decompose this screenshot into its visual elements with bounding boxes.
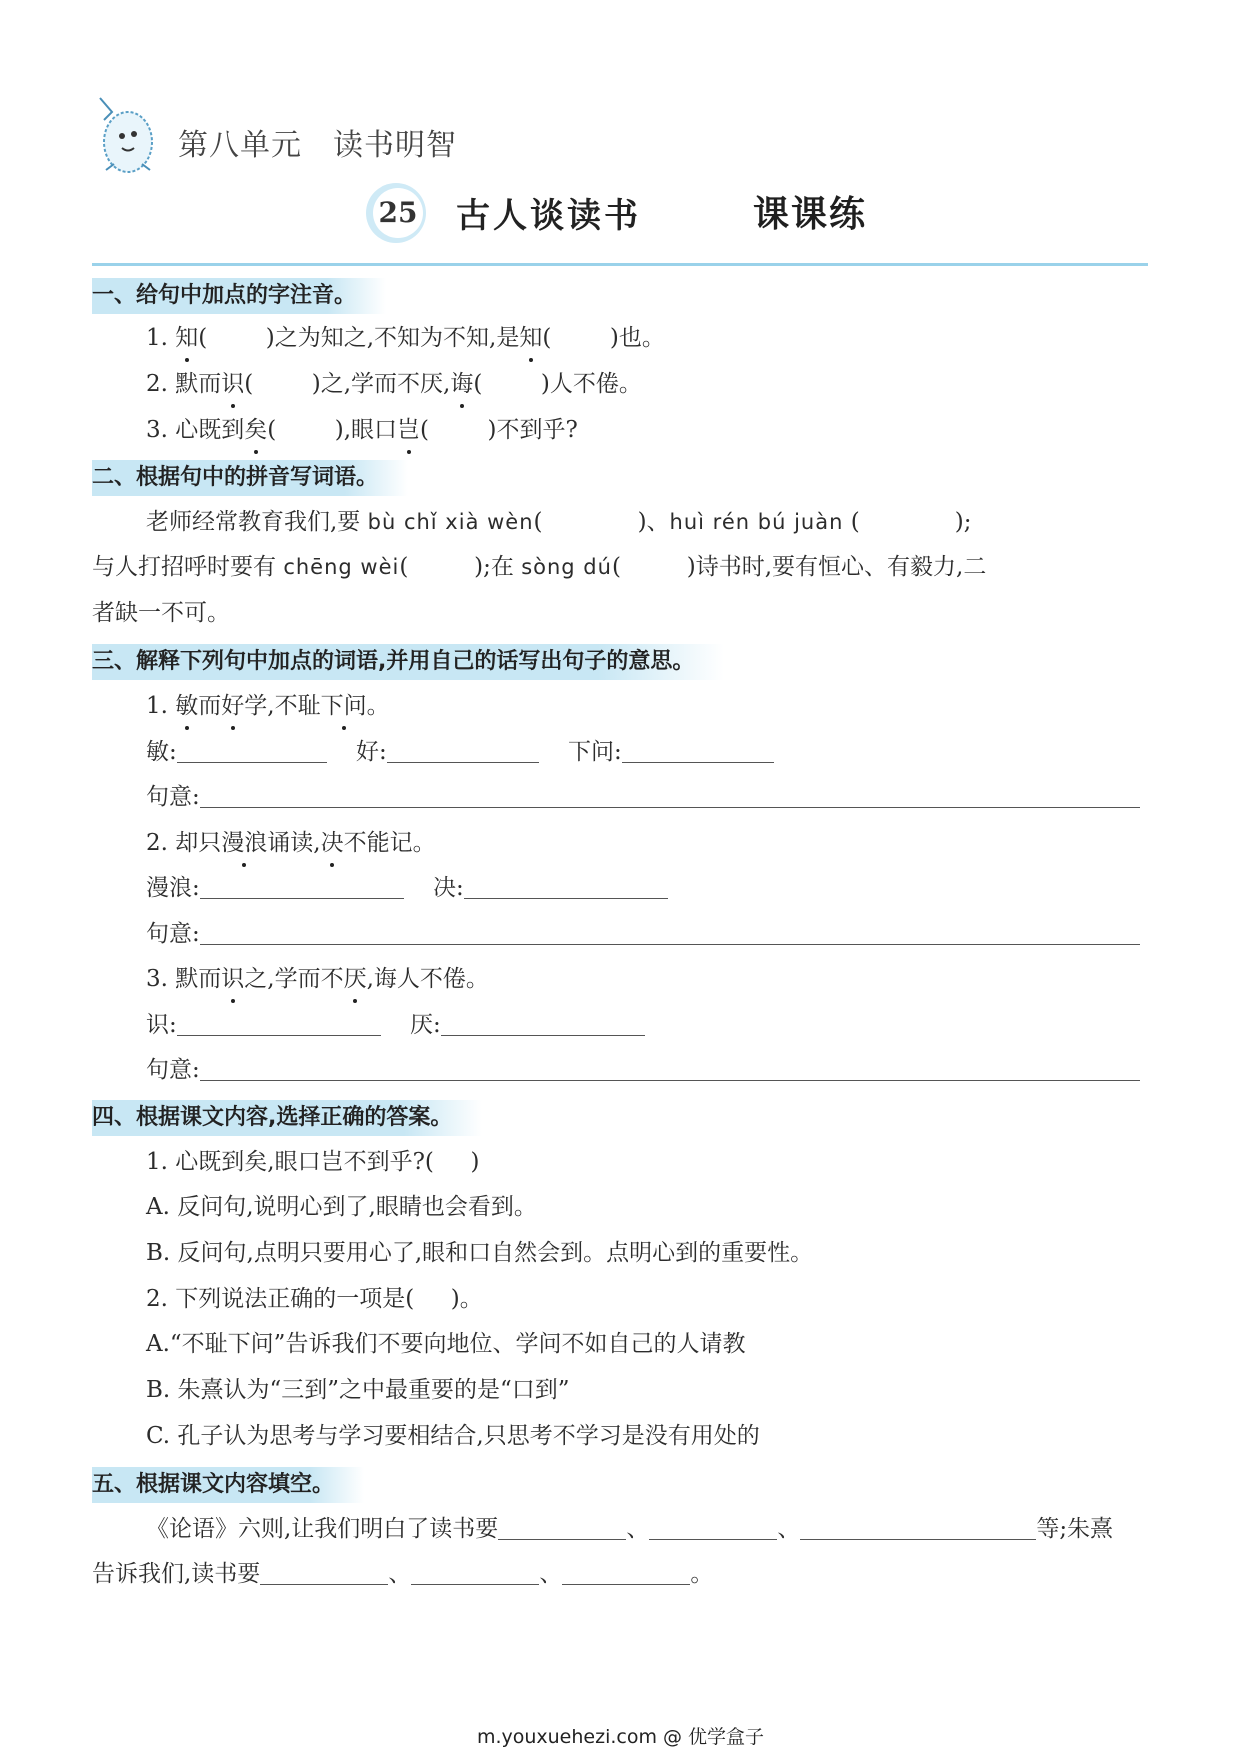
fill-blank[interactable] <box>800 1515 1036 1540</box>
answer-blank[interactable] <box>464 874 668 899</box>
s3-q3-meaning: 句意: <box>146 1054 1140 1086</box>
s2-line-1: 老师经常教育我们,要 bù chǐ xià wèn( )、huì rén bú juàn ( ); <box>146 509 972 535</box>
header-divider <box>92 263 1148 266</box>
fill-blank[interactable] <box>649 1515 777 1540</box>
practice-label: 课课练 <box>753 194 868 235</box>
answer-blank[interactable] <box>622 738 774 763</box>
fill-blank[interactable] <box>411 1560 539 1585</box>
s1-question-3: 3. 心既到矣( ),眼口岂( )不到乎? <box>146 414 578 446</box>
section-2-title: 二、根据句中的拼音写词语。 <box>92 460 408 496</box>
mascot-logo-icon <box>90 90 166 180</box>
s4-question-2: 2. 下列说法正确的一项是( )。 <box>146 1286 483 1312</box>
s3-q3-answers: 识: 厌: <box>146 1009 645 1041</box>
answer-blank[interactable] <box>200 874 404 899</box>
fill-blank[interactable] <box>260 1560 388 1585</box>
s2-line-3: 者缺一不可。 <box>92 600 230 626</box>
s4-q1-option-a: A. 反问句,说明心到了,眼睛也会看到。 <box>146 1194 537 1220</box>
answer-blank[interactable] <box>177 1011 381 1036</box>
answer-blank[interactable] <box>177 738 327 763</box>
section-1-title: 一、给句中加点的字注音。 <box>92 278 386 314</box>
fill-blank[interactable] <box>562 1560 690 1585</box>
s4-q1-option-b: B. 反问句,点明只要用心了,眼和口自然会到。点明心到的重要性。 <box>146 1240 814 1266</box>
s4-q2-option-b: B. 朱熹认为“三到”之中最重要的是“口到” <box>146 1377 570 1403</box>
meaning-blank[interactable] <box>200 920 1140 945</box>
fill-blank[interactable] <box>498 1515 626 1540</box>
s2-line-2: 与人打招呼时要有 chēng wèi( );在 sòng dú( )诗书时,要有恒心、有毅力,二 <box>92 554 987 580</box>
s4-q2-option-a: A.“不耻下问”告诉我们不要向地位、学问不如自己的人请教 <box>146 1331 746 1357</box>
lesson-number: 25 <box>373 188 423 238</box>
s3-question-2: 2. 却只漫浪诵读,决不能记。 <box>146 827 436 859</box>
section-5-title: 五、根据课文内容填空。 <box>92 1467 364 1503</box>
s3-question-1: 1. 敏而好学,不耻下问。 <box>146 690 390 722</box>
s4-question-1: 1. 心既到矣,眼口岂不到乎?( ) <box>146 1149 480 1175</box>
answer-blank[interactable] <box>441 1011 645 1036</box>
s1-question-2: 2. 默而识( )之,学而不厌,诲( )人不倦。 <box>146 368 642 400</box>
lesson-title: 古人谈读书 <box>456 196 641 236</box>
s1-question-1: 1. 知( )之为知之,不知为不知,是知( )也。 <box>146 322 665 354</box>
s5-line-2: 告诉我们,读书要 、 、 。 <box>92 1561 714 1587</box>
meaning-blank[interactable] <box>200 783 1140 808</box>
s5-line-1: 《论语》六则,让我们明白了读书要 、 、 等;朱熹 <box>146 1516 1114 1542</box>
s3-q2-answers: 漫浪: 决: <box>146 872 668 904</box>
section-3-title: 三、解释下列句中加点的词语,并用自己的话写出句子的意思。 <box>92 644 724 680</box>
s3-question-3: 3. 默而识之,学而不厌,诲人不倦。 <box>146 963 489 995</box>
s3-q1-answers: 敏: 好: 下问: <box>146 736 774 768</box>
s4-q2-option-c: C. 孔子认为思考与学习要相结合,只思考不学习是没有用处的 <box>146 1423 760 1449</box>
s3-q2-meaning: 句意: <box>146 918 1140 950</box>
unit-title: 第八单元 读书明智 <box>178 128 457 163</box>
footer-watermark: m.youxuehezi.com @ 优学盒子 <box>476 1726 765 1748</box>
s3-q1-meaning: 句意: <box>146 781 1140 813</box>
answer-blank[interactable] <box>387 738 539 763</box>
section-4-title: 四、根据课文内容,选择正确的答案。 <box>92 1100 482 1136</box>
meaning-blank[interactable] <box>200 1056 1140 1081</box>
